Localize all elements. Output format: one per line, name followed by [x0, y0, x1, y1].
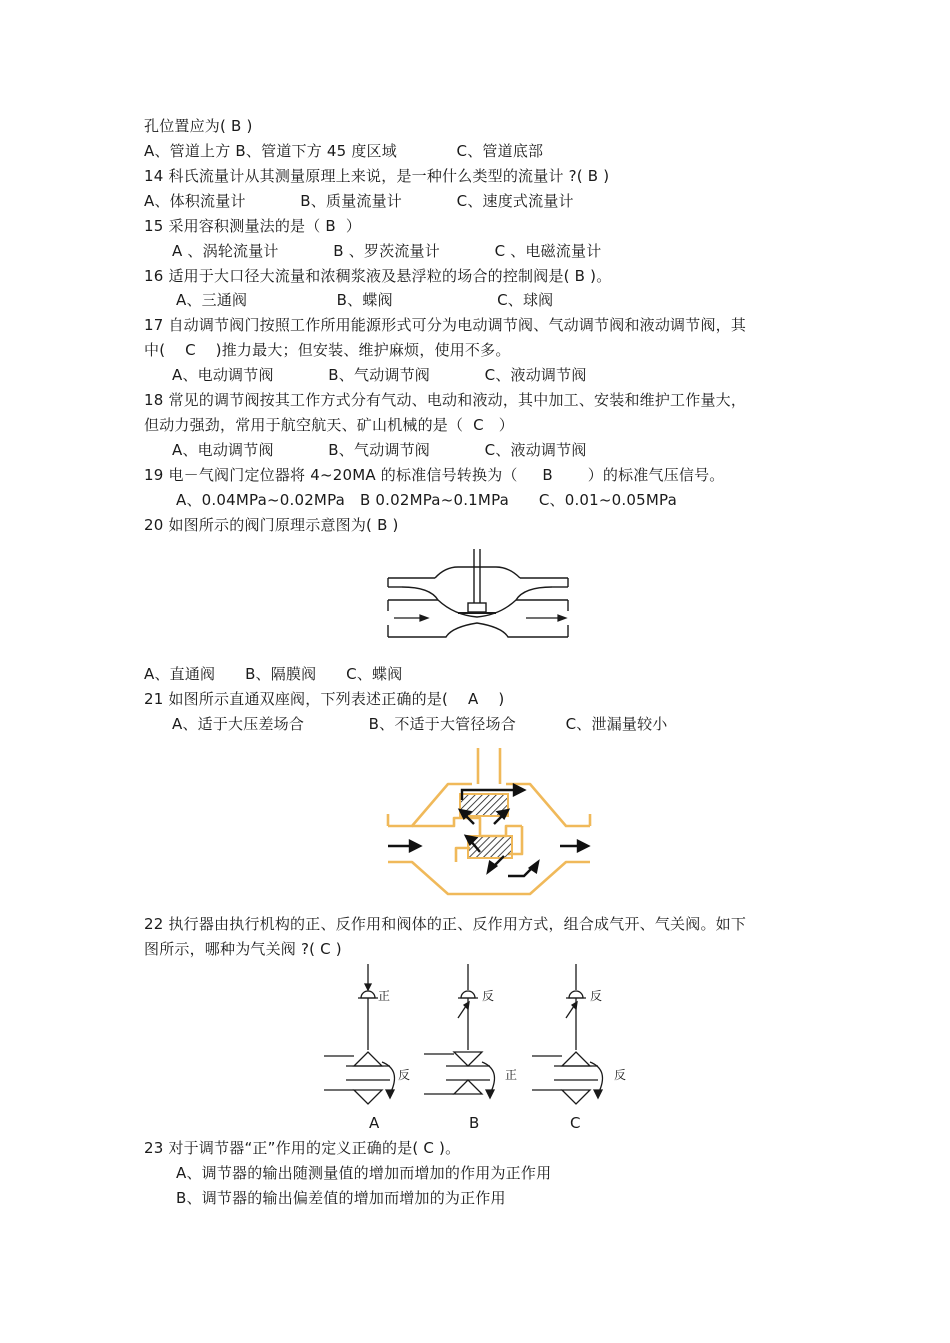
option-label-c: C — [570, 1114, 581, 1132]
figure-double-seat-valve — [384, 744, 594, 904]
text-line-17: 20 如图所示的阀门原理示意图为( B ) — [144, 516, 399, 534]
text-line-13: 但动力强劲，常用于航空航天、矿山机械的是（ C ） — [144, 416, 514, 434]
text-line-23: 23 对于调节器“正”作用的定义正确的是( C )。 — [144, 1139, 461, 1157]
body-action-c: 反 — [614, 1068, 627, 1082]
option-label-b: B — [469, 1114, 480, 1132]
text-line-20: A、适于大压差场合 B、不适于大管径场合 C、泄漏量较小 — [172, 715, 668, 733]
text-line-19: 21 如图所示直通双座阀，下列表述正确的是( A ) — [144, 690, 505, 708]
text-line-25: B、调节器的输出偏差值的增加而增加的为正作用 — [176, 1189, 506, 1207]
top-action-b: 反 — [482, 989, 495, 1003]
text-line-5: 15 采用容积测量法的是（ B ） — [144, 217, 362, 235]
body-action-a: 反 — [398, 1068, 411, 1082]
top-action-c: 反 — [590, 989, 603, 1003]
text-line-9: 17 自动调节阀门按照工作所用能源形式可分为电动调节阀、气动调节阀和液动调节阀，其 — [144, 316, 747, 334]
text-line-24: A、调节器的输出随测量值的增加而增加的作用为正作用 — [176, 1164, 552, 1182]
double-seat-valve-diagram — [384, 744, 594, 904]
text-line-16: A、0.04MPa~0.02MPa B 0.02MPa~0.1MPa C、0.01~0.05MPa — [176, 491, 677, 509]
text-line-15: 19 电－气阀门定位器将 4~20MA 的标准信号转换为（ B ）的标准气压信号。 — [144, 466, 725, 484]
top-action-a: 正 — [378, 989, 391, 1003]
text-line-6: A 、涡轮流量计 B 、罗茨流量计 C 、电磁流量计 — [172, 242, 602, 260]
text-line-1: 孔位置应为( B ) — [144, 117, 253, 135]
text-line-2: A、管道上方 B、管道下方 45 度区域 C、管道底部 — [144, 142, 544, 160]
text-line-8: A、三通阀 B、蝶阀 C、球阀 — [176, 291, 554, 309]
body-action-b: 正 — [505, 1068, 518, 1082]
actuator-combinations-diagram — [318, 962, 638, 1134]
text-line-22: 图所示，哪种为气关阀 ?( C ) — [144, 940, 342, 958]
figure-air-open-close — [318, 962, 638, 1134]
text-line-11: A、电动调节阀 B、气动调节阀 C、液动调节阀 — [172, 366, 587, 384]
option-label-a: A — [369, 1114, 380, 1132]
diaphragm-valve-diagram — [380, 545, 575, 657]
figure-diaphragm-valve — [380, 545, 575, 657]
text-line-10: 中( C )推力最大；但安装、维护麻烦，使用不多。 — [144, 341, 511, 359]
text-line-3: 14 科氏流量计从其测量原理上来说，是一种什么类型的流量计 ?( B ) — [144, 167, 610, 185]
text-line-14: A、电动调节阀 B、气动调节阀 C、液动调节阀 — [172, 441, 587, 459]
text-line-21: 22 执行器由执行机构的正、反作用和阀体的正、反作用方式，组合成气开、气关阀。如下 — [144, 915, 747, 933]
text-line-18: A、直通阀 B、隔膜阀 C、蝶阀 — [144, 665, 403, 683]
text-line-12: 18 常见的调节阀按其工作方式分有气动、电动和液动，其中加工、安装和维护工作量大， — [144, 391, 747, 409]
text-line-4: A、体积流量计 B、质量流量计 C、速度式流量计 — [144, 192, 574, 210]
text-line-7: 16 适用于大口径大流量和浓稠浆液及悬浮粒的场合的控制阀是( B )。 — [144, 267, 612, 285]
